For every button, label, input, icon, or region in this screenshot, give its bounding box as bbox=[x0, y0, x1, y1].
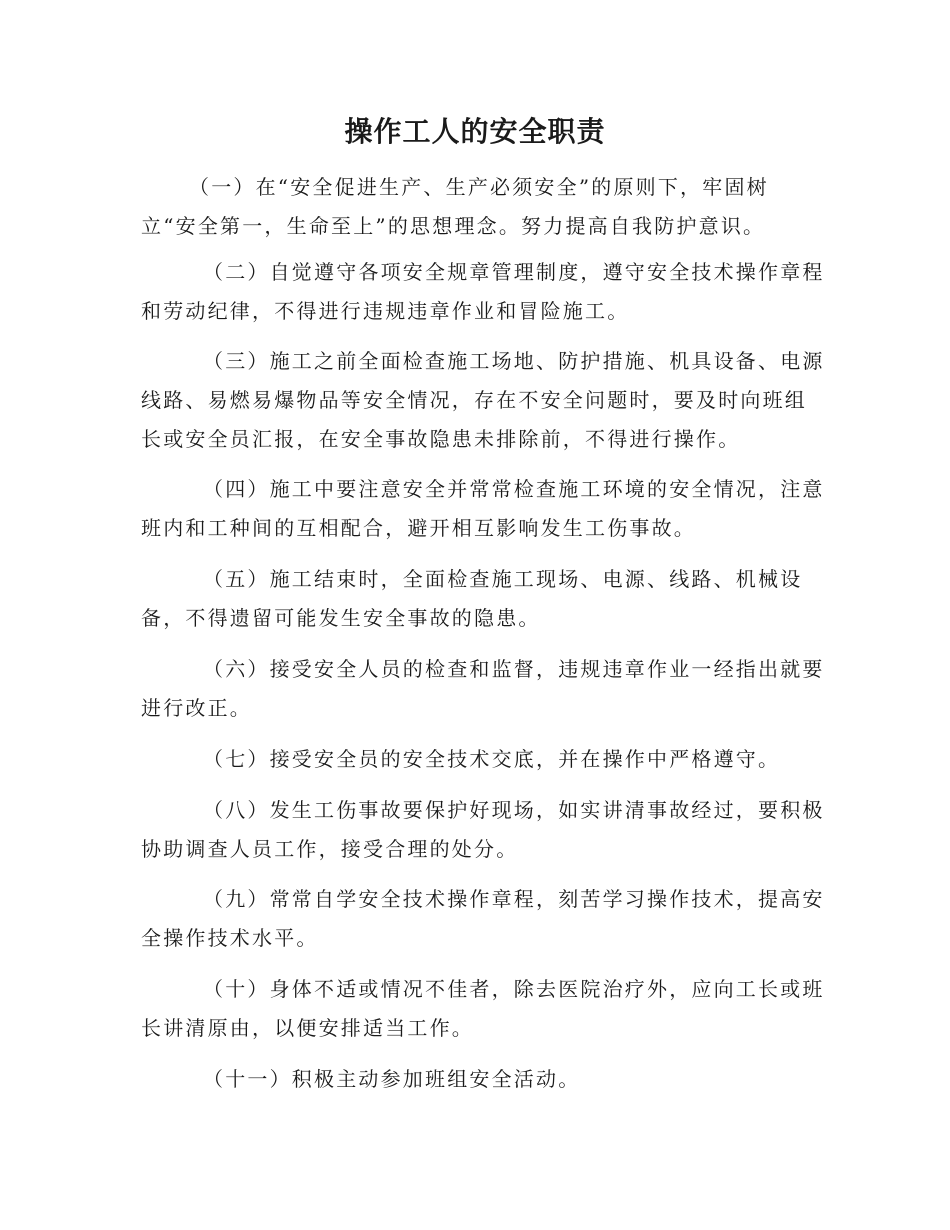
paragraph-7 bbox=[141, 740, 811, 779]
paragraph-11 bbox=[141, 1060, 811, 1099]
paragraph-6 bbox=[141, 650, 825, 728]
paragraph-line: （四）施工中要注意安全并常常检查施工环境的安全情况，注意 bbox=[203, 477, 825, 501]
paragraph-line: （三）施工之前全面检查施工场地、防护措施、机具设备、电源 bbox=[203, 349, 825, 373]
paragraph-line: 协助调查人员工作，接受合理的处分。 bbox=[141, 837, 519, 861]
paragraph-line: （八）发生工伤事故要保护好现场，如实讲清事故经过，要积极 bbox=[203, 798, 825, 822]
paragraph-line: （五）施工结束时，全面检查施工现场、电源、线路、机械设 bbox=[203, 567, 803, 591]
paragraph-9 bbox=[141, 880, 825, 958]
paragraph-line: 线路、易燃易爆物品等安全情况，存在不安全问题时，要及时向班组 bbox=[141, 388, 807, 412]
page-title: 操作工人的安全职责 bbox=[344, 115, 606, 148]
paragraph-10 bbox=[141, 970, 825, 1048]
paragraph-4 bbox=[141, 470, 825, 548]
paragraph-line: （九）常常自学安全技术操作章程，刻苦学习操作技术，提高安 bbox=[203, 887, 825, 911]
paragraph-line: 班内和工种间的互相配合，避开相互影响发生工伤事故。 bbox=[141, 516, 696, 540]
paragraph-1 bbox=[141, 168, 811, 246]
paragraph-line: 进行改正。 bbox=[141, 696, 252, 720]
paragraph-line: 全操作技术水平。 bbox=[141, 926, 319, 950]
paragraph-2 bbox=[141, 253, 825, 331]
paragraph-8 bbox=[141, 791, 825, 869]
paragraph-line: 备，不得遗留可能发生安全事故的隐患。 bbox=[141, 606, 541, 630]
paragraph-line: （十一）积极主动参加班组安全活动。 bbox=[203, 1067, 581, 1091]
paragraph-line: （七）接受安全员的安全技术交底，并在操作中严格遵守。 bbox=[203, 747, 781, 771]
paragraph-line: （二）自觉遵守各项安全规章管理制度，遵守安全技术操作章程 bbox=[203, 260, 825, 284]
paragraph-line: 长或安全员汇报，在安全事故隐患未排除前，不得进行操作。 bbox=[141, 427, 741, 451]
paragraph-line: 立“安全第一，生命至上”的思想理念。努力提高自我防护意识。 bbox=[141, 214, 766, 238]
paragraph-line: 长讲清原由，以便安排适当工作。 bbox=[141, 1016, 474, 1040]
paragraph-line: （六）接受安全人员的检查和监督，违规违章作业一经指出就要 bbox=[203, 657, 825, 681]
paragraph-line: （十）身体不适或情况不佳者，除去医院治疗外，应向工长或班 bbox=[203, 977, 825, 1001]
paragraph-5 bbox=[141, 560, 811, 638]
paragraph-line: 和劳动纪律，不得进行违规违章作业和冒险施工。 bbox=[141, 299, 630, 323]
paragraph-line: （一）在“安全促进生产、生产必须安全”的原则下，牢固树 bbox=[189, 175, 769, 199]
paragraph-3 bbox=[141, 342, 825, 459]
